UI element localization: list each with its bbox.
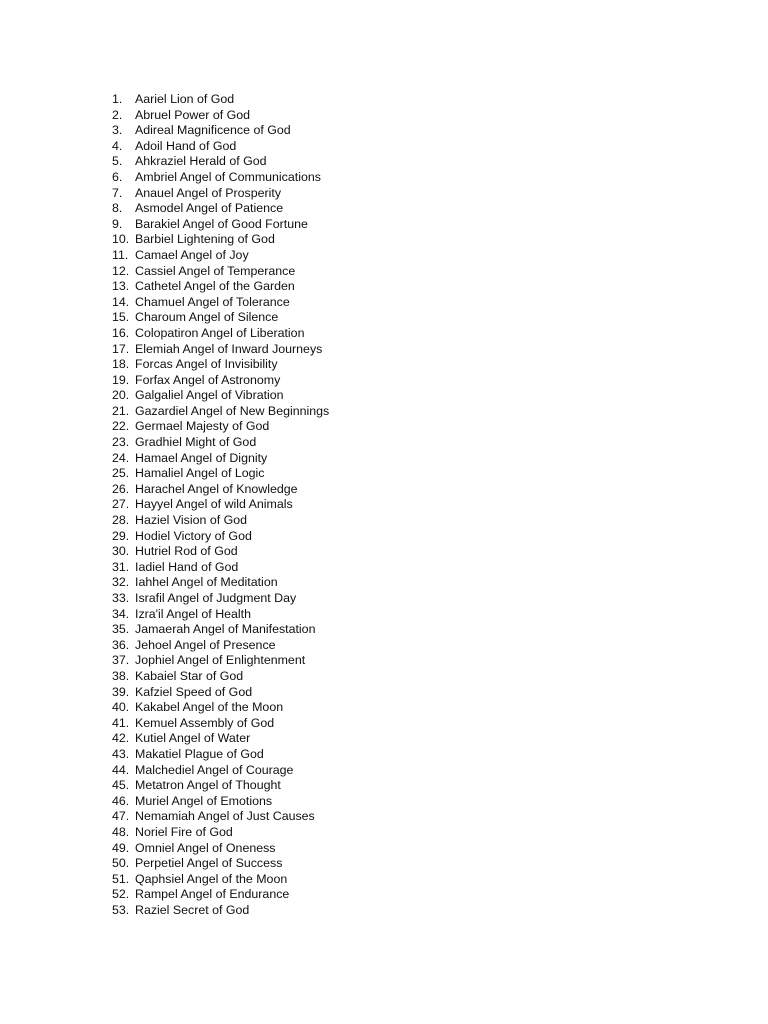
list-item-text: Adireal Magnificence of God — [135, 123, 291, 138]
list-item-number: 51. — [112, 871, 130, 886]
list-item-number: 10. — [112, 232, 130, 247]
list-item-number: 30. — [112, 544, 130, 559]
list-item — [112, 373, 329, 389]
list-item — [112, 108, 329, 124]
list-item-text: Kemuel Assembly of God — [135, 715, 275, 730]
list-item-text: Harachel Angel of Knowledge — [135, 481, 298, 496]
list-item — [112, 217, 329, 233]
list-item-text: Izra'il Angel of Health — [135, 606, 252, 621]
list-item-number: 35. — [112, 622, 130, 637]
list-item-text: Jophiel Angel of Enlightenment — [135, 653, 306, 668]
list-item — [112, 856, 329, 872]
list-item-text: Gradhiel Might of God — [135, 435, 257, 450]
list-item-text: Raziel Secret of God — [135, 902, 250, 917]
list-item — [112, 685, 329, 701]
list-item-number: 22. — [112, 419, 130, 434]
list-item-text: Galgaliel Angel of Vibration — [135, 388, 284, 403]
list-item-number: 27. — [112, 497, 130, 512]
list-item-text: Forfax Angel of Astronomy — [135, 372, 281, 387]
list-item — [112, 794, 329, 810]
list-item — [112, 357, 329, 373]
list-item-text: Israfil Angel of Judgment Day — [135, 591, 297, 605]
list-item-text: Metatron Angel of Thought — [135, 778, 281, 793]
list-item-text: Hodiel Victory of God — [135, 528, 252, 543]
list-item-text: Anauel Angel of Prosperity — [135, 185, 282, 200]
list-item-text: Kafziel Speed of God — [135, 684, 253, 699]
list-item-number: 41. — [112, 715, 130, 730]
list-item-number: 18. — [112, 357, 130, 372]
list-item-text: Cathetel Angel of the Garden — [135, 279, 295, 294]
list-item-text: Haziel Vision of God — [135, 513, 248, 528]
list-item-number: 21. — [112, 403, 130, 418]
list-item-number: 37. — [112, 653, 130, 668]
list-item — [112, 653, 329, 669]
list-item — [112, 466, 329, 482]
list-item-number: 8. — [112, 201, 123, 216]
list-item — [112, 560, 329, 576]
list-item-number: 25. — [112, 466, 130, 481]
list-item-number: 40. — [112, 700, 130, 715]
list-item-text: Chamuel Angel of Tolerance — [135, 294, 290, 309]
list-item-number: 50. — [112, 856, 130, 871]
list-item — [112, 123, 329, 139]
list-item-number: 13. — [112, 279, 130, 294]
list-item-text: Malchediel Angel of Courage — [135, 762, 294, 777]
list-item-text: Hutriel Rod of God — [135, 544, 238, 559]
list-item-text: Iahhel Angel of Meditation — [135, 575, 278, 590]
list-item-text: Ahkraziel Herald of God — [135, 154, 267, 169]
list-item-number: 29. — [112, 528, 130, 543]
list-item-number: 16. — [112, 325, 130, 340]
list-item-text: Ambriel Angel of Communications — [135, 169, 321, 184]
list-item-text: Aariel Lion of God — [135, 92, 235, 106]
list-item — [112, 388, 329, 404]
list-item-number: 9. — [112, 216, 123, 231]
list-item — [112, 92, 329, 108]
list-item-text: Charoum Angel of Silence — [135, 310, 279, 325]
list-item — [112, 544, 329, 560]
list-item-number: 38. — [112, 668, 130, 683]
list-item-text: Jehoel Angel of Presence — [135, 637, 276, 652]
list-item — [112, 295, 329, 311]
list-item-text: Colopatiron Angel of Liberation — [135, 325, 305, 340]
list-item — [112, 264, 329, 280]
list-item-text: Asmodel Angel of Patience — [135, 201, 284, 216]
list-item — [112, 435, 329, 451]
list-item-text: Abruel Power of God — [135, 107, 251, 122]
list-item — [112, 201, 329, 217]
list-item — [112, 310, 329, 326]
list-item — [112, 248, 329, 264]
list-item-number: 5. — [112, 154, 123, 169]
list-item-number: 15. — [112, 310, 130, 325]
list-item-number: 46. — [112, 793, 130, 808]
list-item-number: 48. — [112, 824, 130, 839]
list-item — [112, 232, 329, 248]
list-item-text: Gazardiel Angel of New Beginnings — [135, 403, 330, 418]
list-item-text: Noriel Fire of God — [135, 824, 233, 839]
list-item — [112, 419, 329, 435]
list-item-text: Hayyel Angel of wild Animals — [135, 497, 293, 512]
list-item — [112, 669, 329, 685]
list-item-number: 26. — [112, 481, 130, 496]
list-item-number: 28. — [112, 513, 130, 528]
list-item-text: Cassiel Angel of Temperance — [135, 263, 296, 278]
list-item — [112, 716, 329, 732]
list-item-number: 52. — [112, 887, 130, 902]
list-item-text: Forcas Angel of Invisibility — [135, 357, 278, 372]
list-item-number: 17. — [112, 341, 130, 356]
list-item — [112, 451, 329, 467]
list-item-number: 12. — [112, 263, 130, 278]
list-item — [112, 404, 329, 420]
list-item — [112, 903, 329, 919]
list-item-text: Muriel Angel of Emotions — [135, 793, 273, 808]
list-item-text: Germael Majesty of God — [135, 419, 270, 434]
list-item-text: Camael Angel of Joy — [135, 247, 249, 262]
list-item-text: Kabaiel Star of God — [135, 668, 244, 683]
list-item-number: 7. — [112, 185, 123, 200]
list-item — [112, 497, 329, 513]
list-item-number: 24. — [112, 450, 130, 465]
list-item — [112, 809, 329, 825]
list-item-text: Barakiel Angel of Good Fortune — [135, 216, 308, 231]
list-item-number: 14. — [112, 294, 130, 309]
list-item-number: 43. — [112, 746, 130, 761]
list-item — [112, 186, 329, 202]
list-item — [112, 591, 329, 607]
list-item-number: 6. — [112, 169, 123, 184]
list-item-text: Rampel Angel of Endurance — [135, 887, 290, 902]
list-item-number: 11. — [112, 247, 129, 262]
list-item-text: Qaphsiel Angel of the Moon — [135, 871, 288, 886]
list-item-number: 34. — [112, 606, 130, 621]
list-item — [112, 872, 329, 888]
list-item-text: Nemamiah Angel of Just Causes — [135, 809, 315, 824]
list-item — [112, 575, 329, 591]
list-item-number: 36. — [112, 637, 130, 652]
list-item — [112, 154, 329, 170]
list-item-text: Hamael Angel of Dignity — [135, 450, 268, 465]
list-item-text: Elemiah Angel of Inward Journeys — [135, 341, 323, 356]
list-item-number: 20. — [112, 388, 130, 403]
list-item-number: 31. — [112, 559, 130, 574]
list-item — [112, 326, 329, 342]
list-item — [112, 342, 329, 358]
list-item — [112, 529, 329, 545]
list-item-number: 2. — [112, 107, 123, 122]
list-item-number: 53. — [112, 902, 130, 917]
list-item — [112, 747, 329, 763]
list-item-number: 3. — [112, 123, 123, 138]
list-item — [112, 279, 329, 295]
list-item-text: Barbiel Lightening of God — [135, 232, 275, 247]
list-item-number: 39. — [112, 684, 130, 699]
list-item — [112, 731, 329, 747]
list-item-text: Kakabel Angel of the Moon — [135, 700, 284, 715]
list-item — [112, 638, 329, 654]
list-item-number: 19. — [112, 372, 130, 387]
list-item — [112, 622, 329, 638]
list-item-text: Omniel Angel of Oneness — [135, 840, 276, 855]
list-item-number: 45. — [112, 778, 130, 793]
list-item — [112, 825, 329, 841]
list-item-number: 32. — [112, 575, 130, 590]
list-item-text: Jamaerah Angel of Manifestation — [135, 622, 316, 637]
list-item-text: Iadiel Hand of God — [135, 559, 239, 574]
list-item — [112, 778, 329, 794]
list-item-text: Hamaliel Angel of Logic — [135, 466, 265, 481]
list-item-number: 42. — [112, 731, 130, 746]
list-item — [112, 607, 329, 623]
list-item — [112, 170, 329, 186]
list-item-text: Makatiel Plague of God — [135, 746, 264, 761]
angel-list — [112, 92, 329, 918]
list-item — [112, 700, 329, 716]
list-item — [112, 887, 329, 903]
list-item-number: 49. — [112, 840, 130, 855]
list-item — [112, 841, 329, 857]
list-item-number: 1. — [112, 92, 123, 106]
list-item-number: 23. — [112, 435, 130, 450]
list-item-number: 33. — [112, 591, 130, 605]
list-item-number: 44. — [112, 762, 130, 777]
list-item — [112, 139, 329, 155]
list-item — [112, 763, 329, 779]
list-item-number: 47. — [112, 809, 130, 824]
list-item — [112, 513, 329, 529]
list-item — [112, 482, 329, 498]
list-item-number: 4. — [112, 138, 123, 153]
list-item-text: Perpetiel Angel of Success — [135, 856, 283, 871]
list-item-text: Kutiel Angel of Water — [135, 731, 251, 746]
list-item-text: Adoil Hand of God — [135, 138, 237, 153]
